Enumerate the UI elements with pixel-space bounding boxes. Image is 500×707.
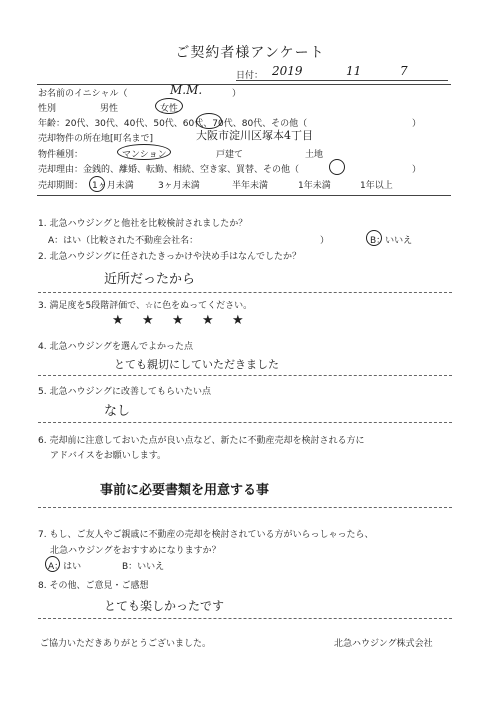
- q6-answer-line: [38, 507, 452, 508]
- q7-option-b: B：いいえ: [122, 562, 165, 572]
- gender-male: 男性: [100, 104, 119, 114]
- q1-text: 1. 北急ハウジングと他社を比較検討されましたか？: [38, 219, 248, 229]
- period-halfyear: 半年未満: [232, 181, 269, 191]
- star-icon: ★: [112, 313, 124, 328]
- star-icon: ★: [142, 313, 154, 328]
- initial-label: お名前のイニシャル（: [38, 89, 128, 99]
- q8-text: 8. その他、ご意見・ご感想: [38, 581, 149, 591]
- q7-option-a-circle: [45, 556, 60, 572]
- period-over-1year: 1年以上: [360, 181, 393, 191]
- q1-option-a: A：はい（比較された不動産会社名：: [48, 236, 199, 246]
- q6-answer: 事前に必要書類を用意する事: [100, 483, 270, 498]
- q8-answer: とても楽しかったです: [104, 599, 225, 613]
- initial-close: ）: [232, 89, 242, 99]
- address-value: 大阪市淀川区塚本4丁目: [196, 129, 313, 142]
- date-day: 7: [400, 64, 408, 78]
- q5-answer-line: [38, 422, 452, 423]
- address-label: 売却物件の所在地[町名まで]: [38, 134, 154, 144]
- reason-other-circle: [329, 159, 345, 175]
- reason-label: 売却理由：金銭的、離婚、転勤、相続、空き家、買替、その他（: [38, 165, 300, 175]
- age-label: 年齢：20代、30代、40代、50代、60代、70代、80代、その他（: [38, 119, 308, 129]
- q2-answer: 近所だったから: [104, 272, 196, 287]
- q4-answer-line: [38, 375, 452, 376]
- gender-label: 性別: [38, 104, 57, 114]
- q4-answer: とても親切にしていただきました: [114, 358, 279, 371]
- q7-text: 7. もし、ご友人やご親戚に不動産の売却を検討されている方がいらっしゃったら、: [38, 530, 374, 540]
- type-house: 戸建て: [216, 150, 244, 160]
- period-1month: 1ヶ月未満: [92, 181, 134, 191]
- q8-answer-line: [38, 618, 452, 619]
- type-mansion: マンション: [122, 150, 167, 160]
- period-1year: 1年未満: [298, 181, 331, 191]
- q1-option-b-circle: [366, 230, 382, 246]
- period-label: 売却期間：: [38, 181, 84, 191]
- page-title: ご契約者様アンケート: [175, 45, 325, 61]
- period-3month: 3ヶ月未満: [158, 181, 200, 191]
- q1-close: ）: [320, 236, 330, 246]
- q4-text: 4. 北急ハウジングを選んでよかった点: [38, 342, 194, 352]
- star-icon: ★: [172, 313, 184, 328]
- type-label: 物件種別：: [38, 150, 84, 160]
- date-label: 日付：: [236, 71, 264, 81]
- initial-value: M.M.: [170, 83, 203, 97]
- footer-thanks: ご協力いただきありがとうございました。: [40, 639, 212, 649]
- q6-text: 6. 売却前に注意しておいた点が良い点など、新たに不動産売却を検討される方に: [38, 436, 365, 446]
- q1-option-b: B：いいえ: [370, 236, 413, 246]
- age-close: ）: [412, 119, 422, 129]
- date-underline: [236, 80, 448, 81]
- q5-text: 5. 北急ハウジングに改善してもらいたい点: [38, 387, 212, 397]
- q2-text: 2. 北急ハウジングに任されたきっかけや決め手はなんでしたか？: [38, 252, 302, 262]
- gender-female-circle: [155, 98, 183, 114]
- q7-option-a: A：はい: [48, 562, 82, 572]
- q5-answer: なし: [104, 404, 131, 419]
- q3-text: 3. 満足度を5段階評価で、☆に色をぬってください。: [38, 301, 253, 311]
- period-1month-circle: [89, 176, 105, 192]
- date-month: 11: [346, 64, 362, 78]
- star-icon: ★: [232, 313, 244, 328]
- q6-text-line2: アドバイスをお願いします。: [50, 451, 167, 461]
- date-year: 2019: [272, 64, 303, 78]
- star-icon: ★: [202, 313, 214, 328]
- q7-text-line2: 北急ハウジングをおすすめになりますか？: [50, 546, 221, 556]
- footer-company: 北急ハウジング株式会社: [334, 639, 433, 649]
- gender-female: 女性: [160, 104, 179, 114]
- type-land: 土地: [305, 150, 324, 160]
- q2-answer-line: [38, 292, 452, 293]
- reason-close: ）: [412, 165, 422, 175]
- type-mansion-circle: [117, 144, 171, 160]
